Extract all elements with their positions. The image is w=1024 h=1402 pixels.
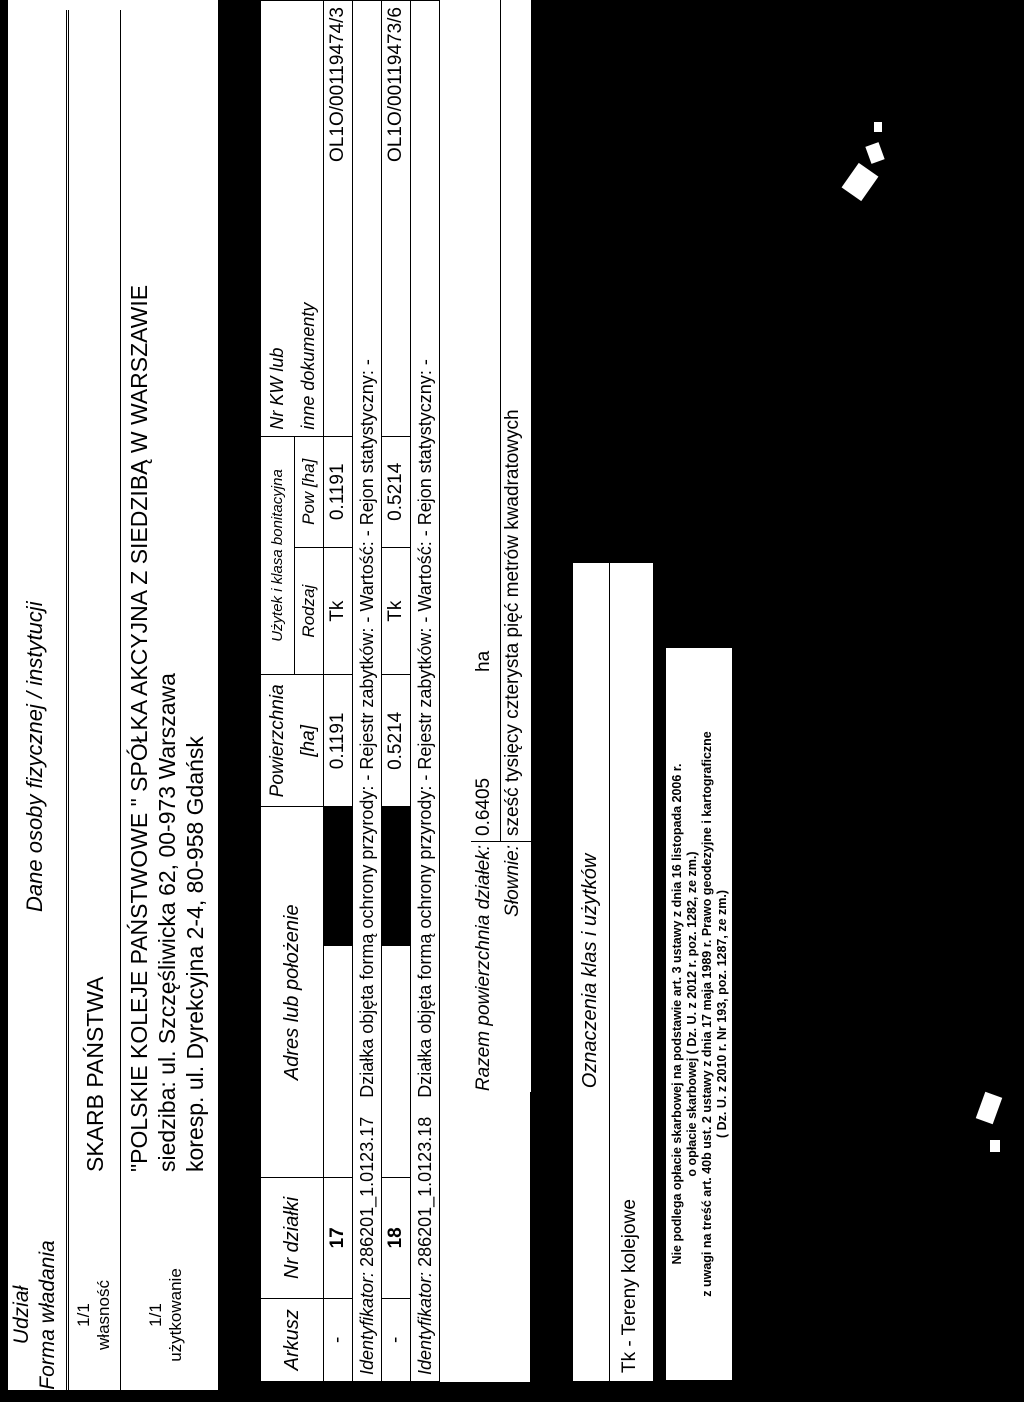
parcel-18-details: Działka objęta formą ochrony przyrody: - Rejestr zabytków: - Wartość: - Rejon statystyczny: -	[414, 359, 435, 1098]
owner-2-name: "POLSKIE KOLEJE PAŃSTWOWE " SPÓŁKA AKCYJNA Z SIEDZIBĄ W WARSZAWIE	[126, 284, 152, 1172]
col-parcel-no: Nr działki	[261, 1178, 324, 1298]
parcel-17-number: 17	[324, 1178, 353, 1298]
col-use-area: Pow [ha]	[295, 436, 324, 547]
owner-1-form: własność	[94, 1280, 113, 1350]
parcel-18-identifier-row	[411, 1, 440, 1382]
totals-value: 0.6405	[473, 777, 494, 836]
totals-unit: ha	[473, 650, 494, 672]
col-address: Adres lub położenie	[261, 807, 324, 1178]
col-kw: Nr KW lub	[261, 1, 295, 437]
legend-item: Tk - Tereny kolejowe	[619, 1199, 640, 1373]
owner-1-share: 1/1	[74, 1303, 93, 1327]
data-header: Dane osoby fizycznej / instytucji	[22, 601, 47, 912]
fee-note-line-2: o opłacie skarbowej ( Dz. U. z 2012 r. poz. 1282, ze zm.)	[685, 851, 699, 1177]
form-header: Forma władania	[36, 1240, 59, 1390]
col-use-class: Użytek i klasa bonitacyjna	[261, 436, 295, 675]
scan-artifact	[874, 122, 882, 132]
legend-title: Oznaczenia klas i użytków	[579, 853, 601, 1089]
parcels-table	[260, 0, 440, 1382]
redacted-block	[382, 807, 411, 946]
owner-2-form: użytkowanie	[166, 1268, 185, 1362]
parcel-17-use-area: 0.1191	[324, 436, 353, 547]
parcel-17-details: Działka objęta formą ochrony przyrody: - Rejestr zabytków: - Wartość: - Rejon statystyczny: -	[356, 359, 377, 1098]
parcel-18-area: 0.5214	[382, 675, 411, 807]
parcel-18-sheet: -	[382, 1298, 411, 1381]
scan-artifact	[865, 142, 884, 164]
totals-box	[471, 0, 531, 1092]
totals-words-label: Słownie:	[502, 845, 523, 917]
fee-note-line-1: Nie podlega opłacie skarbowej na podstawie art. 3 ustawy z dnia 16 listopada 2006 r.	[670, 763, 684, 1265]
owner-2-share: 1/1	[146, 1303, 165, 1327]
legend-box	[572, 562, 654, 1382]
totals-words: sześć tysięcy czterysta pięć metrów kwadratowych	[502, 409, 523, 836]
owner-divider	[120, 10, 121, 1390]
parcel-17-identifier-row	[353, 1, 382, 1382]
parcel-18-identifier-label: Identyfikator:	[414, 1271, 435, 1375]
parcels-panel	[260, 0, 530, 1382]
col-area: Powierzchnia	[261, 675, 295, 807]
col-kind: Rodzaj	[295, 547, 324, 674]
totals-label: Razem powierzchnia działek:	[473, 845, 494, 1092]
redacted-block	[324, 807, 353, 946]
parcel-17-sheet: -	[324, 1298, 353, 1381]
scan-artifact	[976, 1092, 1002, 1124]
col-area-unit: [ha]	[295, 675, 324, 807]
parcel-17-identifier-label: Identyfikator:	[356, 1271, 377, 1375]
owners-panel	[8, 0, 218, 1390]
fee-note	[664, 646, 734, 1382]
parcels-header-row	[261, 1, 295, 1382]
parcel-row-17	[324, 1, 353, 1382]
parcel-18-identifier: 286201_1.0123.18	[414, 1116, 435, 1267]
fee-note-line-4: ( Dz. U. z 2010 r. Nr 193, poz. 1287, ze zm.)	[715, 889, 729, 1139]
col-kw-2: inne dokumenty	[295, 1, 324, 437]
parcel-18-kind: Tk	[382, 547, 411, 674]
parcel-18-number: 18	[382, 1178, 411, 1298]
owner-1-name: SKARB PAŃSTWA	[82, 976, 108, 1172]
share-header: Udział	[10, 1285, 33, 1345]
col-sheet: Arkusz	[261, 1298, 324, 1381]
scan-artifact	[990, 1140, 1000, 1152]
owner-2-seat: siedziba: ul. Szczęśliwicka 62, 00-973 Warszawa	[154, 673, 180, 1172]
parcel-17-identifier: 286201_1.0123.17	[356, 1116, 377, 1267]
header-divider	[66, 10, 69, 1390]
owner-2-corr: koresp. ul. Dyrekcyjna 2-4, 80-958 Gdańsk	[182, 736, 208, 1172]
parcel-18-kw: OL1O/00119473/6	[382, 1, 411, 437]
parcel-17-area: 0.1191	[324, 675, 353, 807]
parcel-17-kind: Tk	[324, 547, 353, 674]
parcel-18-use-area: 0.5214	[382, 436, 411, 547]
fee-note-line-3: z uwagi na treść art. 40b ust. 2 ustawy z dnia 17 maja 1989 r. Prawo geodezyjne i kartograficzne	[700, 731, 714, 1297]
parcel-row-18	[382, 1, 411, 1382]
scan-artifact	[842, 163, 879, 201]
parcel-17-kw: OL1O/00119474/3	[324, 1, 353, 437]
